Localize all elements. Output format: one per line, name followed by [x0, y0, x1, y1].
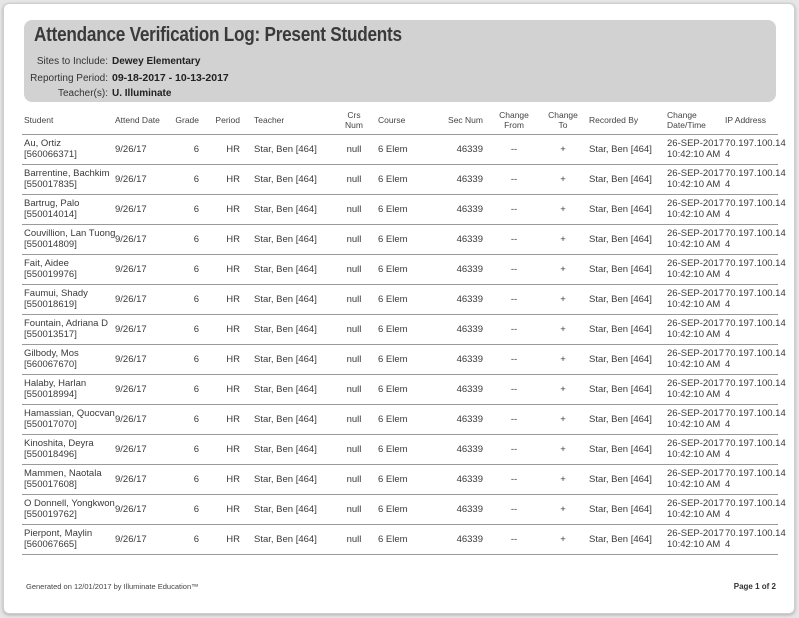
cell-crs-num: null: [338, 404, 370, 434]
col-change-from: Change From: [485, 106, 543, 134]
col-student: Student: [22, 106, 113, 134]
cell-sec-num: 46339: [432, 434, 485, 464]
cell-course: 6 Elem: [370, 224, 432, 254]
cell-period: HR: [201, 224, 246, 254]
cell-ip-address: 70.197.100.14 4: [723, 194, 778, 224]
cell-student: Pierpont, Maylin [560067665]: [22, 524, 113, 554]
cell-student: Faumui, Shady [550018619]: [22, 284, 113, 314]
cell-ip-address: 70.197.100.14 4: [723, 314, 778, 344]
cell-change-datetime: 26-SEP-2017 10:42:10 AM: [665, 464, 723, 494]
cell-student: Barrentine, Bachkim [550017835]: [22, 164, 113, 194]
cell-change-to: +: [543, 464, 583, 494]
cell-student: Au, Ortiz [560066371]: [22, 134, 113, 164]
table-header-row: [22, 106, 778, 134]
teacher-row: [24, 88, 171, 99]
cell-change-from: --: [485, 134, 543, 164]
cell-course: 6 Elem: [370, 344, 432, 374]
cell-ip-address: 70.197.100.14 4: [723, 464, 778, 494]
cell-crs-num: null: [338, 314, 370, 344]
cell-attend-date: 9/26/17: [113, 194, 171, 224]
cell-teacher: Star, Ben [464]: [246, 194, 338, 224]
col-attend-date: Attend Date: [113, 106, 171, 134]
cell-crs-num: null: [338, 374, 370, 404]
cell-change-datetime: 26-SEP-2017 10:42:10 AM: [665, 524, 723, 554]
cell-recorded-by: Star, Ben [464]: [583, 164, 665, 194]
cell-change-datetime: 26-SEP-2017 10:42:10 AM: [665, 344, 723, 374]
cell-ip-address: 70.197.100.14 4: [723, 434, 778, 464]
table-row: [22, 164, 778, 194]
cell-change-to: +: [543, 434, 583, 464]
cell-change-from: --: [485, 344, 543, 374]
cell-attend-date: 9/26/17: [113, 464, 171, 494]
cell-change-to: +: [543, 164, 583, 194]
cell-period: HR: [201, 464, 246, 494]
cell-teacher: Star, Ben [464]: [246, 284, 338, 314]
cell-grade: 6: [171, 344, 201, 374]
col-crs-num: Crs Num: [338, 106, 370, 134]
cell-period: HR: [201, 164, 246, 194]
cell-course: 6 Elem: [370, 284, 432, 314]
cell-teacher: Star, Ben [464]: [246, 314, 338, 344]
cell-ip-address: 70.197.100.14 4: [723, 164, 778, 194]
cell-sec-num: 46339: [432, 494, 485, 524]
cell-crs-num: null: [338, 434, 370, 464]
cell-teacher: Star, Ben [464]: [246, 164, 338, 194]
col-course: Course: [370, 106, 432, 134]
cell-period: HR: [201, 284, 246, 314]
col-recorded-by: Recorded By: [583, 106, 665, 134]
cell-attend-date: 9/26/17: [113, 404, 171, 434]
cell-sec-num: 46339: [432, 404, 485, 434]
cell-grade: 6: [171, 464, 201, 494]
cell-recorded-by: Star, Ben [464]: [583, 464, 665, 494]
cell-grade: 6: [171, 314, 201, 344]
cell-teacher: Star, Ben [464]: [246, 134, 338, 164]
cell-recorded-by: Star, Ben [464]: [583, 254, 665, 284]
teacher-label: Teacher(s):: [57, 88, 108, 99]
col-period: Period: [201, 106, 246, 134]
cell-change-from: --: [485, 224, 543, 254]
cell-teacher: Star, Ben [464]: [246, 374, 338, 404]
cell-sec-num: 46339: [432, 344, 485, 374]
cell-change-datetime: 26-SEP-2017 10:42:10 AM: [665, 134, 723, 164]
cell-attend-date: 9/26/17: [113, 434, 171, 464]
cell-change-to: +: [543, 224, 583, 254]
col-teacher: Teacher: [246, 106, 338, 134]
sites-row: [24, 56, 200, 67]
cell-recorded-by: Star, Ben [464]: [583, 494, 665, 524]
table-row: [22, 434, 778, 464]
cell-student: Mammen, Naotala [550017608]: [22, 464, 113, 494]
cell-teacher: Star, Ben [464]: [246, 434, 338, 464]
cell-course: 6 Elem: [370, 524, 432, 554]
cell-period: HR: [201, 194, 246, 224]
cell-grade: 6: [171, 134, 201, 164]
cell-grade: 6: [171, 524, 201, 554]
cell-attend-date: 9/26/17: [113, 494, 171, 524]
cell-recorded-by: Star, Ben [464]: [583, 404, 665, 434]
cell-grade: 6: [171, 254, 201, 284]
cell-recorded-by: Star, Ben [464]: [583, 374, 665, 404]
cell-change-datetime: 26-SEP-2017 10:42:10 AM: [665, 494, 723, 524]
table-row: [22, 284, 778, 314]
cell-attend-date: 9/26/17: [113, 314, 171, 344]
cell-change-to: +: [543, 314, 583, 344]
cell-change-from: --: [485, 314, 543, 344]
cell-student: Couvillion, Lan Tuong [550014809]: [22, 224, 113, 254]
table-row: [22, 254, 778, 284]
cell-course: 6 Elem: [370, 404, 432, 434]
cell-change-to: +: [543, 134, 583, 164]
cell-student: Kinoshita, Deyra [550018496]: [22, 434, 113, 464]
cell-period: HR: [201, 374, 246, 404]
cell-crs-num: null: [338, 164, 370, 194]
table-row: [22, 344, 778, 374]
col-sec-num: Sec Num: [432, 106, 485, 134]
cell-course: 6 Elem: [370, 164, 432, 194]
cell-grade: 6: [171, 224, 201, 254]
cell-period: HR: [201, 434, 246, 464]
period-value: 09-18-2017 - 10-13-2017: [112, 72, 229, 84]
cell-ip-address: 70.197.100.14 4: [723, 524, 778, 554]
col-change-datetime: Change Date/Time: [665, 106, 723, 134]
cell-crs-num: null: [338, 194, 370, 224]
cell-course: 6 Elem: [370, 134, 432, 164]
footer-generated: Generated on 12/01/2017 by Illuminate Education™: [26, 582, 199, 591]
table-row: [22, 134, 778, 164]
cell-change-from: --: [485, 494, 543, 524]
cell-ip-address: 70.197.100.14 4: [723, 494, 778, 524]
cell-change-to: +: [543, 524, 583, 554]
cell-change-to: +: [543, 374, 583, 404]
table-row: [22, 194, 778, 224]
cell-change-datetime: 26-SEP-2017 10:42:10 AM: [665, 254, 723, 284]
cell-grade: 6: [171, 164, 201, 194]
cell-change-datetime: 26-SEP-2017 10:42:10 AM: [665, 374, 723, 404]
cell-ip-address: 70.197.100.14 4: [723, 224, 778, 254]
cell-grade: 6: [171, 284, 201, 314]
cell-recorded-by: Star, Ben [464]: [583, 194, 665, 224]
cell-sec-num: 46339: [432, 524, 485, 554]
period-label: Reporting Period:: [30, 73, 108, 84]
cell-change-from: --: [485, 434, 543, 464]
cell-course: 6 Elem: [370, 194, 432, 224]
cell-attend-date: 9/26/17: [113, 224, 171, 254]
report-page: [3, 3, 795, 614]
cell-student: Bartrug, Palo [550014014]: [22, 194, 113, 224]
cell-course: 6 Elem: [370, 254, 432, 284]
cell-change-to: +: [543, 194, 583, 224]
cell-student: O Donnell, Yongkwon [550019762]: [22, 494, 113, 524]
cell-recorded-by: Star, Ben [464]: [583, 314, 665, 344]
cell-change-from: --: [485, 194, 543, 224]
cell-crs-num: null: [338, 254, 370, 284]
cell-course: 6 Elem: [370, 374, 432, 404]
table-row: [22, 494, 778, 524]
cell-crs-num: null: [338, 494, 370, 524]
cell-recorded-by: Star, Ben [464]: [583, 434, 665, 464]
cell-course: 6 Elem: [370, 494, 432, 524]
cell-change-datetime: 26-SEP-2017 10:42:10 AM: [665, 404, 723, 434]
cell-change-datetime: 26-SEP-2017 10:42:10 AM: [665, 164, 723, 194]
cell-period: HR: [201, 524, 246, 554]
table-row: [22, 464, 778, 494]
cell-course: 6 Elem: [370, 464, 432, 494]
cell-teacher: Star, Ben [464]: [246, 494, 338, 524]
cell-period: HR: [201, 404, 246, 434]
cell-sec-num: 46339: [432, 194, 485, 224]
sites-label: Sites to Include:: [36, 56, 108, 67]
cell-student: Fountain, Adriana D [550013517]: [22, 314, 113, 344]
cell-attend-date: 9/26/17: [113, 344, 171, 374]
cell-period: HR: [201, 314, 246, 344]
cell-teacher: Star, Ben [464]: [246, 254, 338, 284]
cell-period: HR: [201, 254, 246, 284]
col-ip-address: IP Address: [723, 106, 778, 134]
cell-sec-num: 46339: [432, 374, 485, 404]
cell-teacher: Star, Ben [464]: [246, 344, 338, 374]
cell-attend-date: 9/26/17: [113, 164, 171, 194]
cell-change-datetime: 26-SEP-2017 10:42:10 AM: [665, 224, 723, 254]
report-title: Attendance Verification Log: Present Students: [34, 24, 402, 46]
cell-crs-num: null: [338, 134, 370, 164]
cell-teacher: Star, Ben [464]: [246, 524, 338, 554]
cell-change-from: --: [485, 374, 543, 404]
cell-course: 6 Elem: [370, 314, 432, 344]
cell-crs-num: null: [338, 284, 370, 314]
table-row: [22, 524, 778, 554]
cell-ip-address: 70.197.100.14 4: [723, 374, 778, 404]
cell-grade: 6: [171, 404, 201, 434]
cell-change-datetime: 26-SEP-2017 10:42:10 AM: [665, 284, 723, 314]
cell-change-from: --: [485, 164, 543, 194]
cell-change-from: --: [485, 524, 543, 554]
cell-attend-date: 9/26/17: [113, 254, 171, 284]
col-change-to: Change To: [543, 106, 583, 134]
cell-period: HR: [201, 494, 246, 524]
cell-attend-date: 9/26/17: [113, 374, 171, 404]
cell-teacher: Star, Ben [464]: [246, 224, 338, 254]
cell-grade: 6: [171, 434, 201, 464]
cell-change-to: +: [543, 284, 583, 314]
cell-change-from: --: [485, 404, 543, 434]
cell-teacher: Star, Ben [464]: [246, 464, 338, 494]
cell-change-to: +: [543, 494, 583, 524]
cell-sec-num: 46339: [432, 134, 485, 164]
footer-page-number: Page 1 of 2: [733, 582, 776, 591]
cell-change-datetime: 26-SEP-2017 10:42:10 AM: [665, 194, 723, 224]
cell-ip-address: 70.197.100.14 4: [723, 134, 778, 164]
cell-grade: 6: [171, 494, 201, 524]
cell-sec-num: 46339: [432, 224, 485, 254]
table-row: [22, 374, 778, 404]
cell-course: 6 Elem: [370, 434, 432, 464]
cell-recorded-by: Star, Ben [464]: [583, 224, 665, 254]
cell-attend-date: 9/26/17: [113, 284, 171, 314]
cell-crs-num: null: [338, 524, 370, 554]
cell-recorded-by: Star, Ben [464]: [583, 344, 665, 374]
report-header: [24, 20, 776, 102]
cell-period: HR: [201, 134, 246, 164]
attendance-table: [22, 106, 786, 555]
sites-value: Dewey Elementary: [112, 56, 201, 67]
cell-attend-date: 9/26/17: [113, 524, 171, 554]
cell-change-from: --: [485, 284, 543, 314]
cell-sec-num: 46339: [432, 164, 485, 194]
cell-recorded-by: Star, Ben [464]: [583, 284, 665, 314]
cell-teacher: Star, Ben [464]: [246, 404, 338, 434]
cell-recorded-by: Star, Ben [464]: [583, 524, 665, 554]
table-row: [22, 314, 778, 344]
cell-sec-num: 46339: [432, 284, 485, 314]
cell-crs-num: null: [338, 344, 370, 374]
table-row: [22, 404, 778, 434]
cell-change-datetime: 26-SEP-2017 10:42:10 AM: [665, 434, 723, 464]
cell-change-to: +: [543, 404, 583, 434]
cell-student: Halaby, Harlan [550018994]: [22, 374, 113, 404]
cell-student: Gilbody, Mos [560067670]: [22, 344, 113, 374]
cell-change-to: +: [543, 254, 583, 284]
cell-sec-num: 46339: [432, 464, 485, 494]
cell-sec-num: 46339: [432, 314, 485, 344]
table-row: [22, 224, 778, 254]
cell-sec-num: 46339: [432, 254, 485, 284]
cell-recorded-by: Star, Ben [464]: [583, 134, 665, 164]
cell-change-to: +: [543, 344, 583, 374]
cell-student: Fait, Aidee [550019976]: [22, 254, 113, 284]
cell-ip-address: 70.197.100.14 4: [723, 404, 778, 434]
cell-period: HR: [201, 344, 246, 374]
cell-grade: 6: [171, 194, 201, 224]
cell-change-from: --: [485, 464, 543, 494]
cell-crs-num: null: [338, 224, 370, 254]
cell-student: Hamassian, Quocvan [550017070]: [22, 404, 113, 434]
cell-ip-address: 70.197.100.14 4: [723, 254, 778, 284]
cell-attend-date: 9/26/17: [113, 134, 171, 164]
cell-grade: 6: [171, 374, 201, 404]
teacher-value: U. Illuminate: [112, 88, 172, 99]
period-row: [24, 72, 229, 84]
cell-change-datetime: 26-SEP-2017 10:42:10 AM: [665, 314, 723, 344]
col-grade: Grade: [171, 106, 201, 134]
cell-ip-address: 70.197.100.14 4: [723, 344, 778, 374]
cell-change-from: --: [485, 254, 543, 284]
cell-ip-address: 70.197.100.14 4: [723, 284, 778, 314]
cell-crs-num: null: [338, 464, 370, 494]
